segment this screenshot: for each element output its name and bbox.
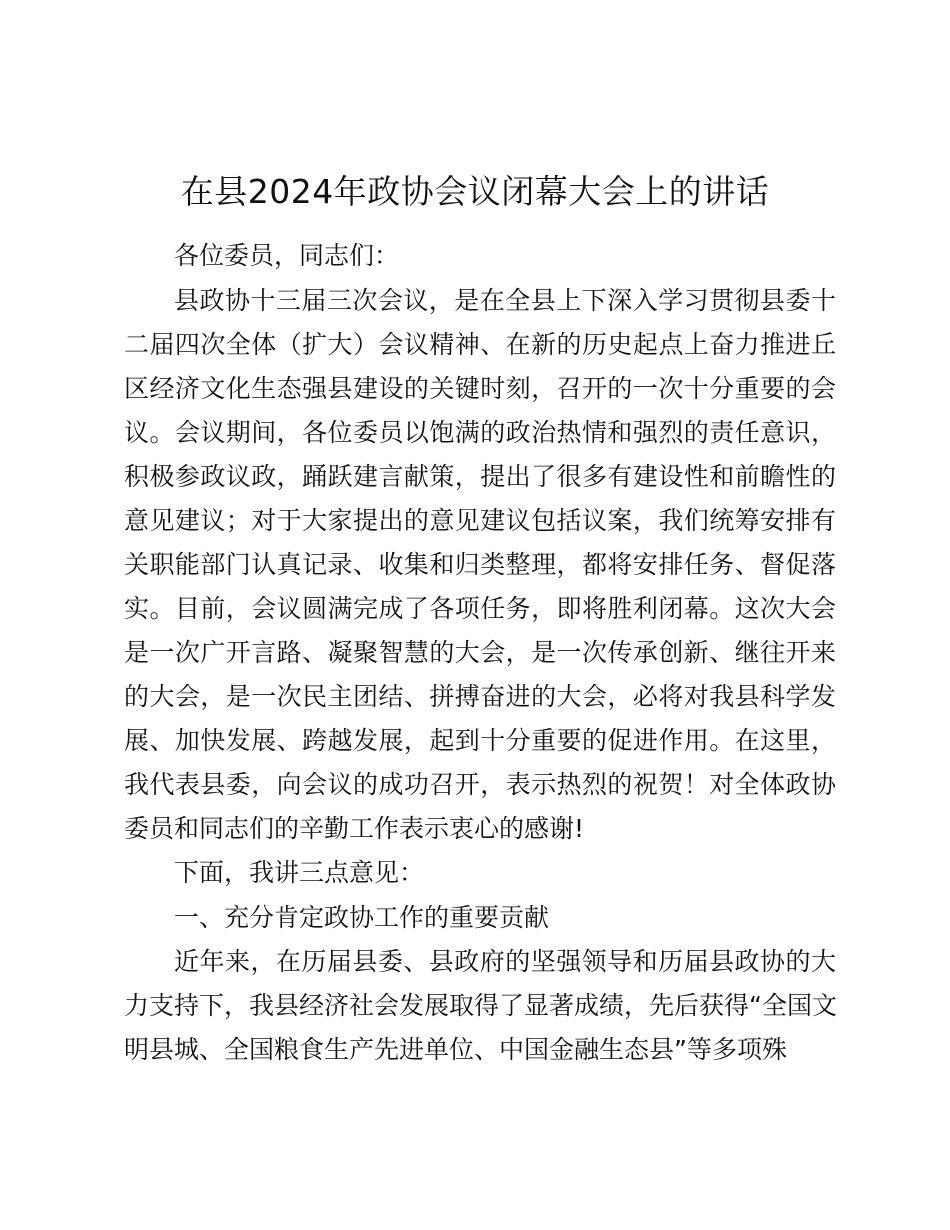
paragraph-2-line-3: 明县城、全国粮食生产先进单位、中国金融生态县”等多项殊 xyxy=(124,1035,787,1064)
salutation: 各位委员，同志们： xyxy=(174,241,400,270)
paragraph-1-line-5: 积极参政议政，踊跃建言献策，提出了很多有建设性和前瞻性的 xyxy=(124,462,836,491)
paragraph-2-line-1: 近年来，在历届县委、县政府的坚强领导和历届县政协的大 xyxy=(174,947,836,976)
paragraph-1-line-4: 议。会议期间，各位委员以饱满的政治热情和强烈的责任意识， xyxy=(124,418,836,447)
paragraph-2-line-2: 力支持下，我县经济社会发展取得了显著成绩，先后获得“全国文 xyxy=(124,991,837,1020)
section-heading-1: 一、充分肯定政协工作的重要贡献 xyxy=(174,903,550,932)
paragraph-1-line-13: 委员和同志们的辛勤工作表示衷心的感谢! xyxy=(124,814,585,843)
paragraph-1-line-7: 关职能部门认真记录、收集和归类整理，都将安排任务、督促落 xyxy=(124,550,836,579)
paragraph-1-line-11: 展、加快发展、跨越发展，起到十分重要的促进作用。在这里， xyxy=(124,726,836,755)
paragraph-1-line-8: 实。目前，会议圆满完成了各项任务，即将胜利闭幕。这次大会 xyxy=(124,594,836,623)
paragraph-1-line-6: 意见建议；对于大家提出的意见建议包括议案，我们统筹安排有 xyxy=(124,506,836,535)
paragraph-1-line-2: 二届四次全体（扩大）会议精神、在新的历史起点上奋力推进丘 xyxy=(124,330,836,359)
document-title: 在县2024年政协会议闭幕大会上的讲话 xyxy=(180,172,770,211)
paragraph-1-line-12: 我代表县委，向会议的成功召开，表示热烈的祝贺！对全体政协 xyxy=(124,770,836,799)
paragraph-1-line-10: 的大会，是一次民主团结、拼搏奋进的大会，必将对我县科学发 xyxy=(124,682,836,711)
transition-line: 下面，我讲三点意见： xyxy=(174,858,425,887)
paragraph-1-line-1: 县政协十三届三次会议，是在全县上下深入学习贯彻县委十 xyxy=(174,286,836,315)
paragraph-1-line-9: 是一次广开言路、凝聚智慧的大会，是一次传承创新、继往开来 xyxy=(124,638,836,667)
paragraph-1-line-3: 区经济文化生态强县建设的关键时刻，召开的一次十分重要的会 xyxy=(124,374,836,403)
